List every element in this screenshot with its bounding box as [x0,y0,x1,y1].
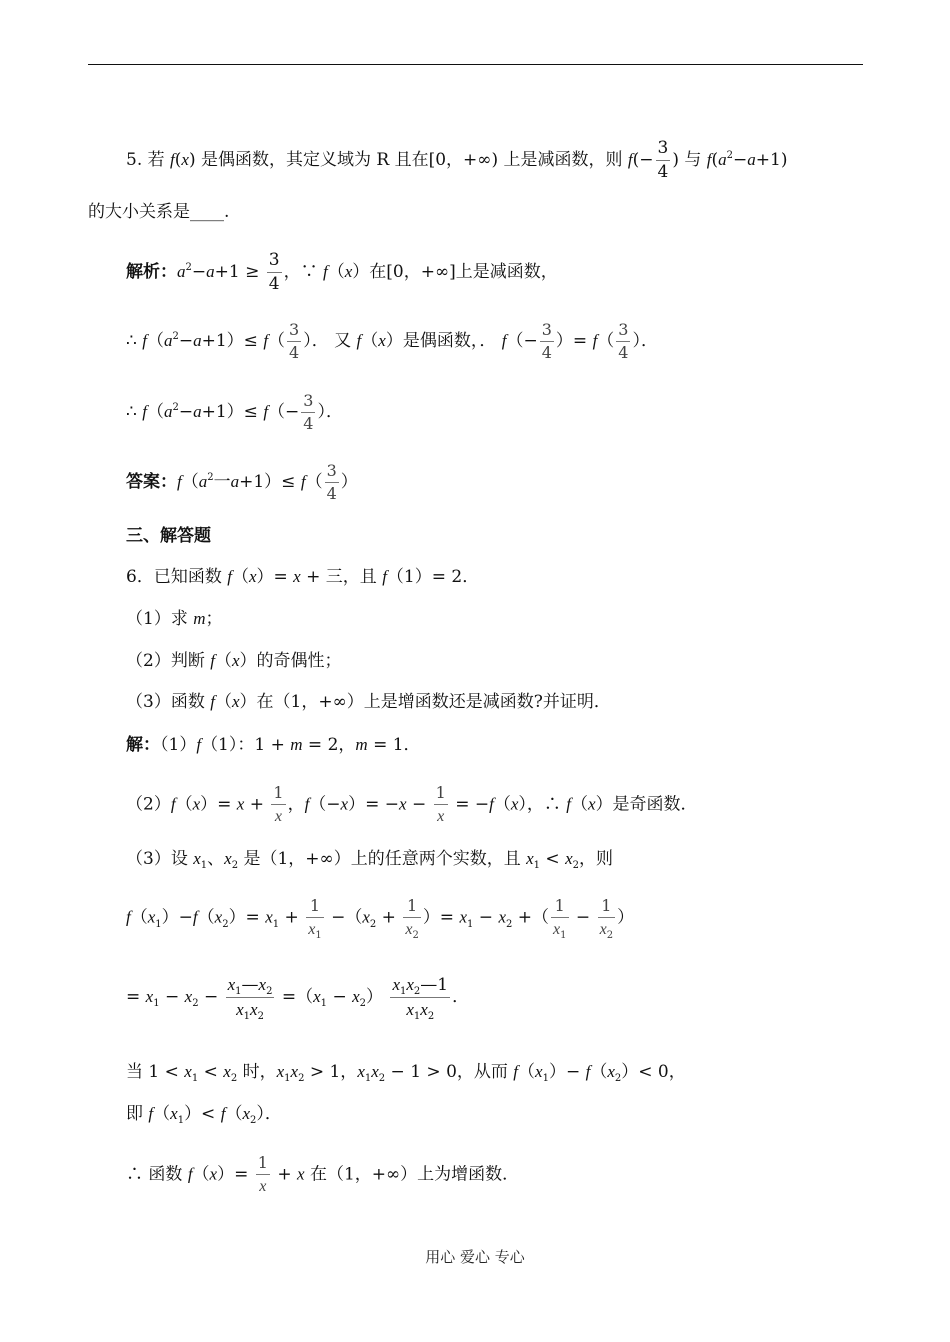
section-title: 三、解答题 [126,526,211,546]
q6-part1: （1）求 m； [126,609,223,629]
q6-sol-4: $f(x_1)-f(x_2)= x_1$ + $\frac{1}{x_1}$ $-(x_2$ + $\frac{1}{x_2}$ ）= $x_1 - x_2$ +（ $\frac{1}{x_1}$ − $\frac{1}{x_2}$ ） [126,896,635,941]
q6-part2: （2）判断 f（x）的奇偶性； [126,651,342,671]
q5-line1: 5. 若 f(x) 是偶函数，其定义域为 R 且在[0，+∞) 上是减函数，则 f(− $\frac{3}{4}$ ) 与 $f(a^2-a+1)$ [126,138,788,182]
header-rule [88,64,863,65]
q5-line2: 的大小关系是____. [88,202,230,222]
q5-jiexi-2: ∴ $f(a^2-a+1)\le f$（ $\frac{3}{4}$ ）． 又 f（x）是偶函数，． f（− $\frac{3}{4}$ ）= f（ $\frac{3}{4}$ ）． [126,320,658,362]
q6-sol-8: ∴ 函数 f（x）= $\frac{1}{x}$ + x 在（1，+∞）上为增函数． [126,1153,520,1195]
answer-label: 答案： [126,472,177,492]
q6-sol-5: = $x_1 - x_2$ − $\frac{x_1—x_2}{x_1x_2}$ $=(x_1 - x_2)$ $\frac{x_1x_2—1}{x_1x_2}$ ． [126,975,470,1022]
q5-answer: 答案：$f(a^2$一a+1）≤ f（ $\frac{3}{4}$ ） [126,461,358,503]
page-footer: 用心 爱心 专心 [425,1248,525,1266]
q5-jiexi-1: 解析：$a^2-a+1$ ≥ $\frac{3}{4}$ ，∵ f（x）在[0，+∞]上是减函数， [126,250,558,294]
q5-jiexi-3: ∴ $f(a^2-a+1)\le f(-$ $\frac{3}{4}$ ）． [126,391,343,433]
q6-stem: 6．已知函数 f（x）= x + 三，且 f（1）= 2． [126,567,480,587]
q6-sol-7: 即 $f(x_1)< f(x_2)$． [126,1104,282,1126]
q6-part3: （3）函数 f（x）在（1，+∞）上是增函数还是减函数?并证明． [126,692,611,712]
jiexi-label: 解析： [126,262,177,282]
q6-sol-2: （2）f（x）= x + $\frac{1}{x}$ ，f（−x）= −x − $\frac{1}{x}$ = −f（x），∴ f（x）是奇函数． [126,783,698,825]
sol-label: 解： [126,735,160,755]
q6-sol-3: （3）设 $x_1$、$x_2$ 是（1，+∞）上的任意两个实数，且 $x_1 < x_2$，则 [126,849,614,871]
q6-sol-6: 当 $1 < x_1 < x_2$ 时，$x_1x_2 > 1$，$x_1x_2 - 1 > 0$，从而 $f(x_1)- f(x_2)< 0$， [126,1062,686,1084]
q6-sol-1: 解：（1）f（1）：1 + m = 2，m = 1． [126,735,421,755]
